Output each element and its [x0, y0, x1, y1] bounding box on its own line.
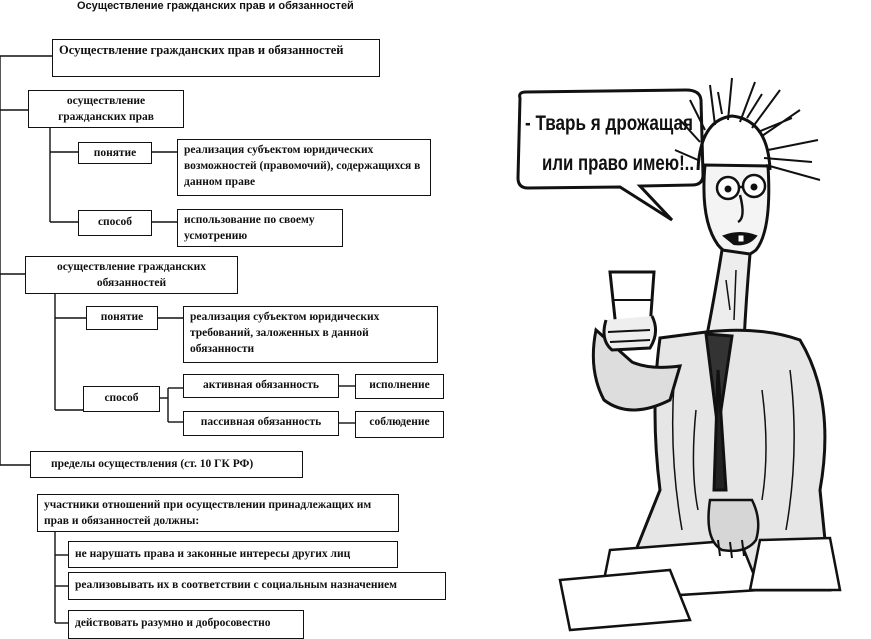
- duties-concept-text: реализация субъектом юридических требований, заложенных в данной обязанности: [183, 306, 438, 363]
- limits-box: пределы осуществления (ст. 10 ГК РФ): [30, 451, 303, 478]
- head: [704, 165, 769, 257]
- speech-bubble: [518, 90, 703, 220]
- rights-box: осуществление гражданских прав: [28, 90, 184, 128]
- bubble-line-1: - Тварь я дрожащая: [525, 112, 693, 135]
- participant-rule-3: действовать разумно и добросовестно: [68, 610, 304, 639]
- rights-concept-label: понятие: [78, 142, 152, 164]
- duties-box: осуществление гражданских обязанностей: [25, 256, 238, 294]
- rights-method-text: использование по своему усмотрению: [177, 209, 343, 247]
- duties-method-label: способ: [83, 386, 160, 412]
- bubble-line-2: или право имею!..: [542, 152, 694, 175]
- root-box: Осуществление гражданских прав и обязанностей: [52, 39, 380, 77]
- neck: [706, 250, 750, 342]
- participant-rule-2: реализовывать их в соответствии с социальным назначением: [68, 572, 446, 600]
- execution-box: исполнение: [355, 374, 444, 399]
- participant-rule-1: не нарушать права и законные интересы других лиц: [68, 541, 398, 568]
- rights-method-label: способ: [78, 210, 152, 236]
- page-title: Осуществление гражданских прав и обязанностей: [77, 0, 354, 12]
- participants-box: участники отношений при осуществлении принадлежащих им прав и обязанностей должны:: [37, 494, 399, 532]
- passive-duty-box: пассивная обязанность: [183, 411, 339, 436]
- duties-concept-label: понятие: [86, 306, 158, 330]
- rights-concept-text: реализация субъектом юридических возможностей (правомочий), содержащихся в данном праве: [177, 139, 431, 196]
- cartoon-illustration: [500, 70, 871, 639]
- active-duty-box: активная обязанность: [183, 374, 339, 398]
- observance-box: соблюдение: [355, 411, 444, 438]
